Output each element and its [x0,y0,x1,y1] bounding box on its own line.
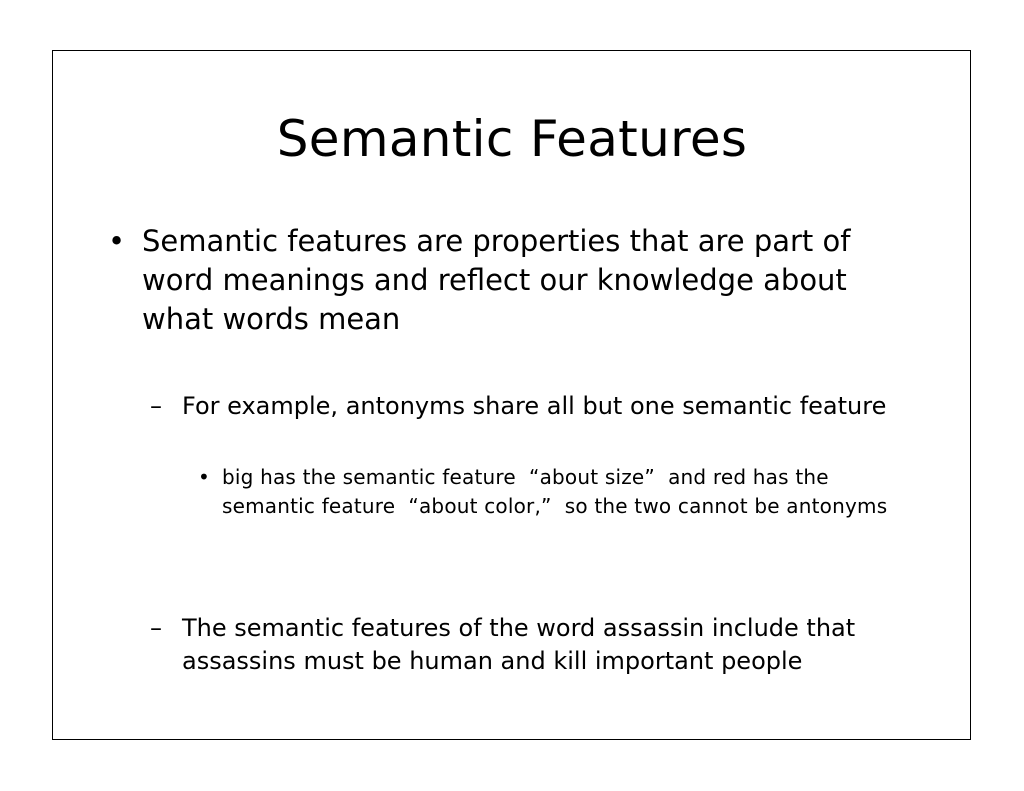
sub-bullet-marker: – [150,614,162,642]
sub-bullet-item [150,612,890,678]
sub-sub-bullet-item [194,463,894,521]
sub-bullet-marker: – [150,392,162,420]
sub-bullet-text: The semantic features of the word assassin include that assassins must be human and kill important people [182,614,856,675]
slide-title: Semantic Features [276,110,748,168]
bullet-text: Semantic features are properties that are part of word meanings and reflect our knowledge about what words mean [142,224,851,336]
bullet-item [104,222,894,339]
sub-sub-bullet-marker: • [198,465,210,489]
sub-bullet-item [150,390,890,423]
sub-sub-bullet-text: big has the semantic feature “about size” and red has the semantic feature “about color,” so the two cannot be antonyms [222,465,888,518]
bullet-marker: • [108,224,126,258]
sub-bullet-text: For example, antonyms share all but one semantic feature [182,392,887,420]
